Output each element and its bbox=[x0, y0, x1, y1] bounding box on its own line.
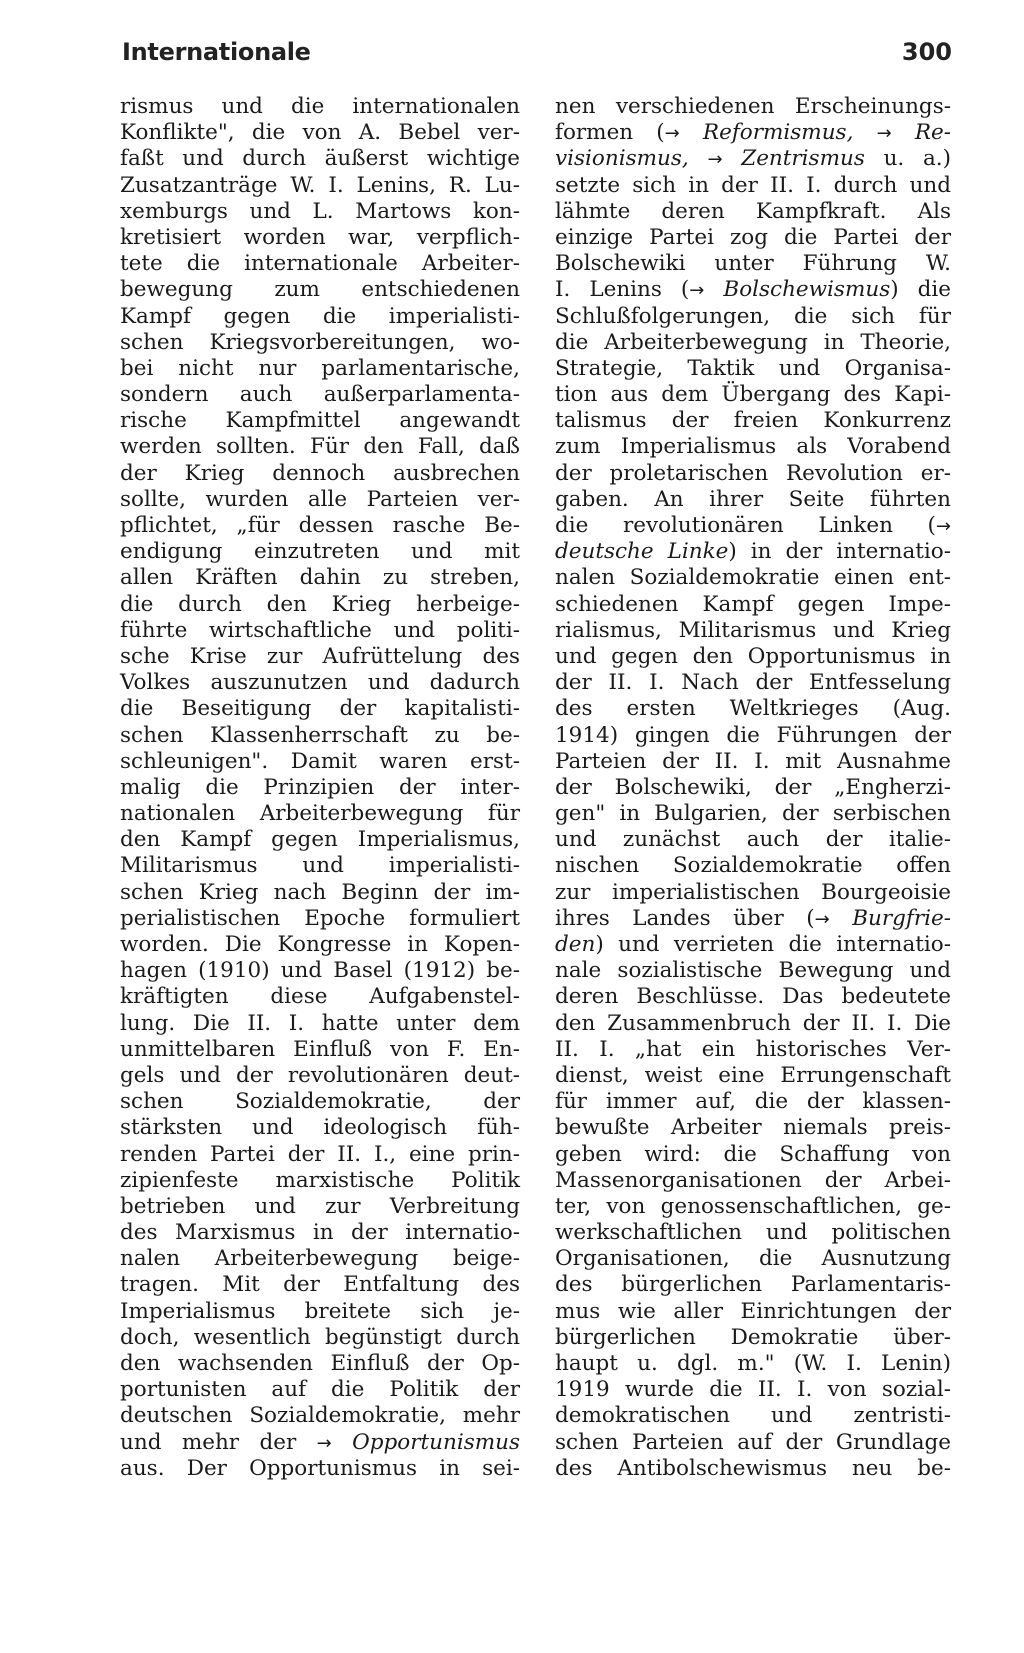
text-line: den wachsenden Einfluß der Op- bbox=[120, 1351, 520, 1376]
text-line: ihres Landes über (→ Burgfrie- bbox=[555, 905, 951, 931]
text-line: die Beseitigung der kapitalisti- bbox=[120, 696, 520, 722]
text-line: lähmte deren Kampfkraft. Als bbox=[555, 198, 951, 224]
text-line: einzige Partei zog die Partei der bbox=[555, 224, 951, 250]
text-line: stärksten und ideologisch füh- bbox=[120, 1115, 520, 1141]
text-line: worden. Die Kongresse in Kopen- bbox=[120, 932, 520, 957]
text-line: 1914) gingen die Führungen der bbox=[555, 722, 951, 748]
text-line: allen Kräften dahin zu streben, bbox=[120, 565, 520, 591]
cross-reference[interactable]: visionismus, bbox=[555, 146, 689, 172]
text-line: bei nicht nur parlamentarische, bbox=[120, 355, 520, 381]
text-line: formen (→ Reformismus, → Re- bbox=[555, 120, 952, 146]
running-title: Internationale bbox=[122, 38, 311, 66]
text-line: betrieben und zur Verbreitung bbox=[120, 1193, 520, 1219]
text-line: visionismus, → Zentrismus u. a.) bbox=[555, 146, 951, 172]
text-line: dienst, weist eine Errungenschaft bbox=[555, 1062, 951, 1088]
text-line: schen Klassenherrschaft zu be- bbox=[120, 722, 520, 748]
text-line: die revolutionären Linken (→ bbox=[555, 513, 951, 538]
text-line: gels und der revolutionären deut- bbox=[120, 1062, 520, 1088]
right-column bbox=[555, 94, 951, 1482]
text-line: nalen Sozialdemokratie einen ent- bbox=[555, 565, 951, 591]
text-line: des ersten Weltkrieges (Aug. bbox=[555, 696, 951, 722]
text-line: lung. Die II. I. hatte unter dem bbox=[120, 1010, 520, 1036]
text-line: schen Parteien auf der Grundlage bbox=[555, 1429, 951, 1455]
reference-arrow-icon: → bbox=[814, 908, 830, 930]
text-line: der proletarischen Revolution er- bbox=[555, 460, 951, 486]
text-line: die durch den Krieg herbeige- bbox=[120, 591, 520, 617]
reference-arrow-icon: → bbox=[664, 123, 680, 145]
left-column bbox=[120, 94, 520, 1482]
text-line: führte wirtschaftliche und politi- bbox=[120, 617, 520, 643]
reference-arrow-icon: → bbox=[316, 1432, 332, 1454]
text-line: des Marxismus in der internatio- bbox=[120, 1220, 520, 1246]
text-line: talismus der freien Konkurrenz bbox=[555, 408, 951, 434]
cross-reference[interactable]: deutsche Linke bbox=[555, 539, 729, 565]
text-line: zipienfeste marxistische Politik bbox=[120, 1167, 520, 1193]
text-line: Schlußfolgerungen, die sich für bbox=[555, 303, 951, 329]
reference-arrow-icon: → bbox=[689, 280, 705, 302]
text-line: portunisten auf die Politik der bbox=[120, 1377, 520, 1403]
text-line: nen verschiedenen Erscheinungs- bbox=[555, 94, 951, 119]
text-line: demokratischen und zentristi- bbox=[555, 1403, 951, 1429]
text-line: perialistischen Epoche formuliert bbox=[120, 905, 520, 931]
text-line: nalen Arbeiterbewegung beige- bbox=[120, 1246, 520, 1272]
text-line: tete die internationale Arbeiter- bbox=[120, 251, 520, 277]
text-line: pflichtet, „für dessen rasche Be- bbox=[120, 513, 520, 538]
text-line: kräftigten diese Aufgabenstel- bbox=[120, 984, 520, 1010]
text-line: werkschaftlichen und politischen bbox=[555, 1220, 951, 1246]
text-line: gen" in Bulgarien, der serbischen bbox=[555, 801, 951, 827]
text-line: II. I. „hat ein historisches Ver- bbox=[555, 1036, 951, 1062]
text-line: des bürgerlichen Parlamentaris- bbox=[555, 1272, 951, 1298]
text-line: Imperialismus breitete sich je- bbox=[120, 1298, 520, 1324]
text-line: werden sollten. Für den Fall, daß bbox=[120, 434, 520, 460]
text-line: Strategie, Taktik und Organisa- bbox=[555, 355, 951, 381]
text-line: geben wird: die Schaffung von bbox=[555, 1141, 951, 1167]
text-line: faßt und durch äußerst wichtige bbox=[120, 146, 520, 172]
text-line: hagen (1910) und Basel (1912) be- bbox=[120, 958, 520, 984]
text-line: zum Imperialismus als Vorabend bbox=[555, 434, 951, 460]
text-line: haupt u. dgl. m." (W. I. Lenin) bbox=[555, 1351, 951, 1376]
text-line: endigung einzutreten und mit bbox=[120, 539, 520, 565]
text-line: für immer auf, die der klassen- bbox=[555, 1089, 951, 1115]
text-line: kretisiert worden war, verpflich- bbox=[120, 224, 520, 250]
text-line: rismus und die internationalen bbox=[120, 94, 520, 119]
reference-arrow-icon: → bbox=[935, 516, 951, 537]
reference-arrow-icon: → bbox=[707, 149, 723, 171]
text-line: ter, von genossenschaftlichen, ge- bbox=[555, 1193, 951, 1219]
text-line: renden Partei der II. I., eine prin- bbox=[120, 1141, 520, 1167]
page-number: 300 bbox=[901, 38, 952, 66]
text-line: nischen Sozialdemokratie offen bbox=[555, 853, 951, 879]
text-line: sche Krise zur Aufrüttelung des bbox=[120, 643, 520, 669]
text-line: doch, wesentlich begünstigt durch bbox=[120, 1324, 520, 1350]
text-line: schleunigen". Damit waren erst- bbox=[120, 748, 520, 774]
text-line: Parteien der II. I. mit Ausnahme bbox=[555, 748, 951, 774]
cross-reference[interactable]: Opportunismus bbox=[352, 1429, 520, 1455]
cross-reference[interactable]: den bbox=[555, 932, 596, 957]
text-line: den Kampf gegen Imperialismus, bbox=[120, 827, 520, 853]
text-line: tragen. Mit der Entfaltung des bbox=[120, 1272, 520, 1298]
text-line: Bolschewiki unter Führung W. bbox=[555, 251, 951, 277]
text-line: aus. Der Opportunismus in sei- bbox=[120, 1455, 520, 1481]
text-line: des Antibolschewismus neu be- bbox=[555, 1455, 951, 1481]
text-line: xemburgs und L. Martows kon- bbox=[120, 198, 520, 224]
text-line: und gegen den Opportunismus in bbox=[555, 643, 951, 669]
text-line: sondern auch außerparlamenta- bbox=[120, 382, 520, 408]
text-line: den) und verrieten die internatio- bbox=[555, 932, 951, 957]
cross-reference[interactable]: Zentrismus bbox=[741, 146, 865, 172]
text-line: der II. I. Nach der Entfesselung bbox=[555, 670, 951, 696]
text-line: malig die Prinzipien der inter- bbox=[120, 774, 520, 800]
text-line: der Krieg dennoch ausbrechen bbox=[120, 460, 520, 486]
text-line: nale sozialistische Bewegung und bbox=[555, 958, 951, 984]
text-line: 1919 wurde die II. I. von sozial- bbox=[555, 1377, 951, 1403]
text-line: bewegung zum entschiedenen bbox=[120, 277, 520, 303]
text-line: den Zusammenbruch der II. I. Die bbox=[555, 1010, 951, 1036]
cross-reference[interactable]: Bolschewismus bbox=[723, 277, 891, 303]
text-line: schen Kriegsvorbereitungen, wo- bbox=[120, 329, 520, 355]
cross-reference[interactable]: Burgfrie- bbox=[852, 905, 951, 931]
text-line: der Bolschewiki, der „Engherzi- bbox=[555, 774, 951, 800]
text-line: Volkes auszunutzen und dadurch bbox=[120, 670, 520, 696]
text-line: nationalen Arbeiterbewegung für bbox=[120, 801, 520, 827]
text-line: deutsche Linke) in der internatio- bbox=[555, 539, 951, 565]
text-line: Kampf gegen die imperialisti- bbox=[120, 303, 520, 329]
text-line: unmittelbaren Einfluß von F. En- bbox=[120, 1036, 520, 1062]
text-line: bürgerlichen Demokratie über- bbox=[555, 1324, 951, 1350]
text-line: rische Kampfmittel angewandt bbox=[120, 408, 520, 434]
text-line: schen Krieg nach Beginn der im- bbox=[120, 879, 520, 905]
text-line: sollte, wurden alle Parteien ver- bbox=[120, 486, 520, 512]
text-line: Zusatzanträge W. I. Lenins, R. Lu- bbox=[120, 172, 520, 198]
text-line: I. Lenins (→ Bolschewismus) die bbox=[555, 277, 951, 303]
text-line: mus wie aller Einrichtungen der bbox=[555, 1298, 951, 1324]
text-line: deren Beschlüsse. Das bedeutete bbox=[555, 984, 951, 1010]
text-line: und mehr der → Opportunismus bbox=[120, 1429, 520, 1455]
cross-reference[interactable]: Reformismus, bbox=[702, 120, 854, 146]
text-line: schen Sozialdemokratie, der bbox=[120, 1089, 520, 1115]
text-line: bewußte Arbeiter niemals preis- bbox=[555, 1115, 951, 1141]
running-head bbox=[122, 38, 952, 74]
reference-arrow-icon: → bbox=[876, 123, 892, 145]
text-line: schiedenen Kampf gegen Impe- bbox=[555, 591, 951, 617]
text-line: tion aus dem Übergang des Kapi- bbox=[555, 382, 951, 408]
text-line: zur imperialistischen Bourgeoisie bbox=[555, 879, 951, 905]
text-line: gaben. An ihrer Seite führten bbox=[555, 486, 951, 512]
text-line: deutschen Sozialdemokratie, mehr bbox=[120, 1403, 520, 1429]
text-line: und zunächst auch der italie- bbox=[555, 827, 951, 853]
cross-reference[interactable]: Re- bbox=[914, 120, 952, 146]
text-line: Konflikte", die von A. Bebel ver- bbox=[120, 120, 520, 146]
text-line: die Arbeiterbewegung in Theorie, bbox=[555, 329, 951, 355]
text-line: setzte sich in der II. I. durch und bbox=[555, 172, 951, 198]
text-line: Militarismus und imperialisti- bbox=[120, 853, 520, 879]
text-line: Massenorganisationen der Arbei- bbox=[555, 1167, 951, 1193]
text-line: Organisationen, die Ausnutzung bbox=[555, 1246, 951, 1272]
text-line: rialismus, Militarismus und Krieg bbox=[555, 617, 951, 643]
